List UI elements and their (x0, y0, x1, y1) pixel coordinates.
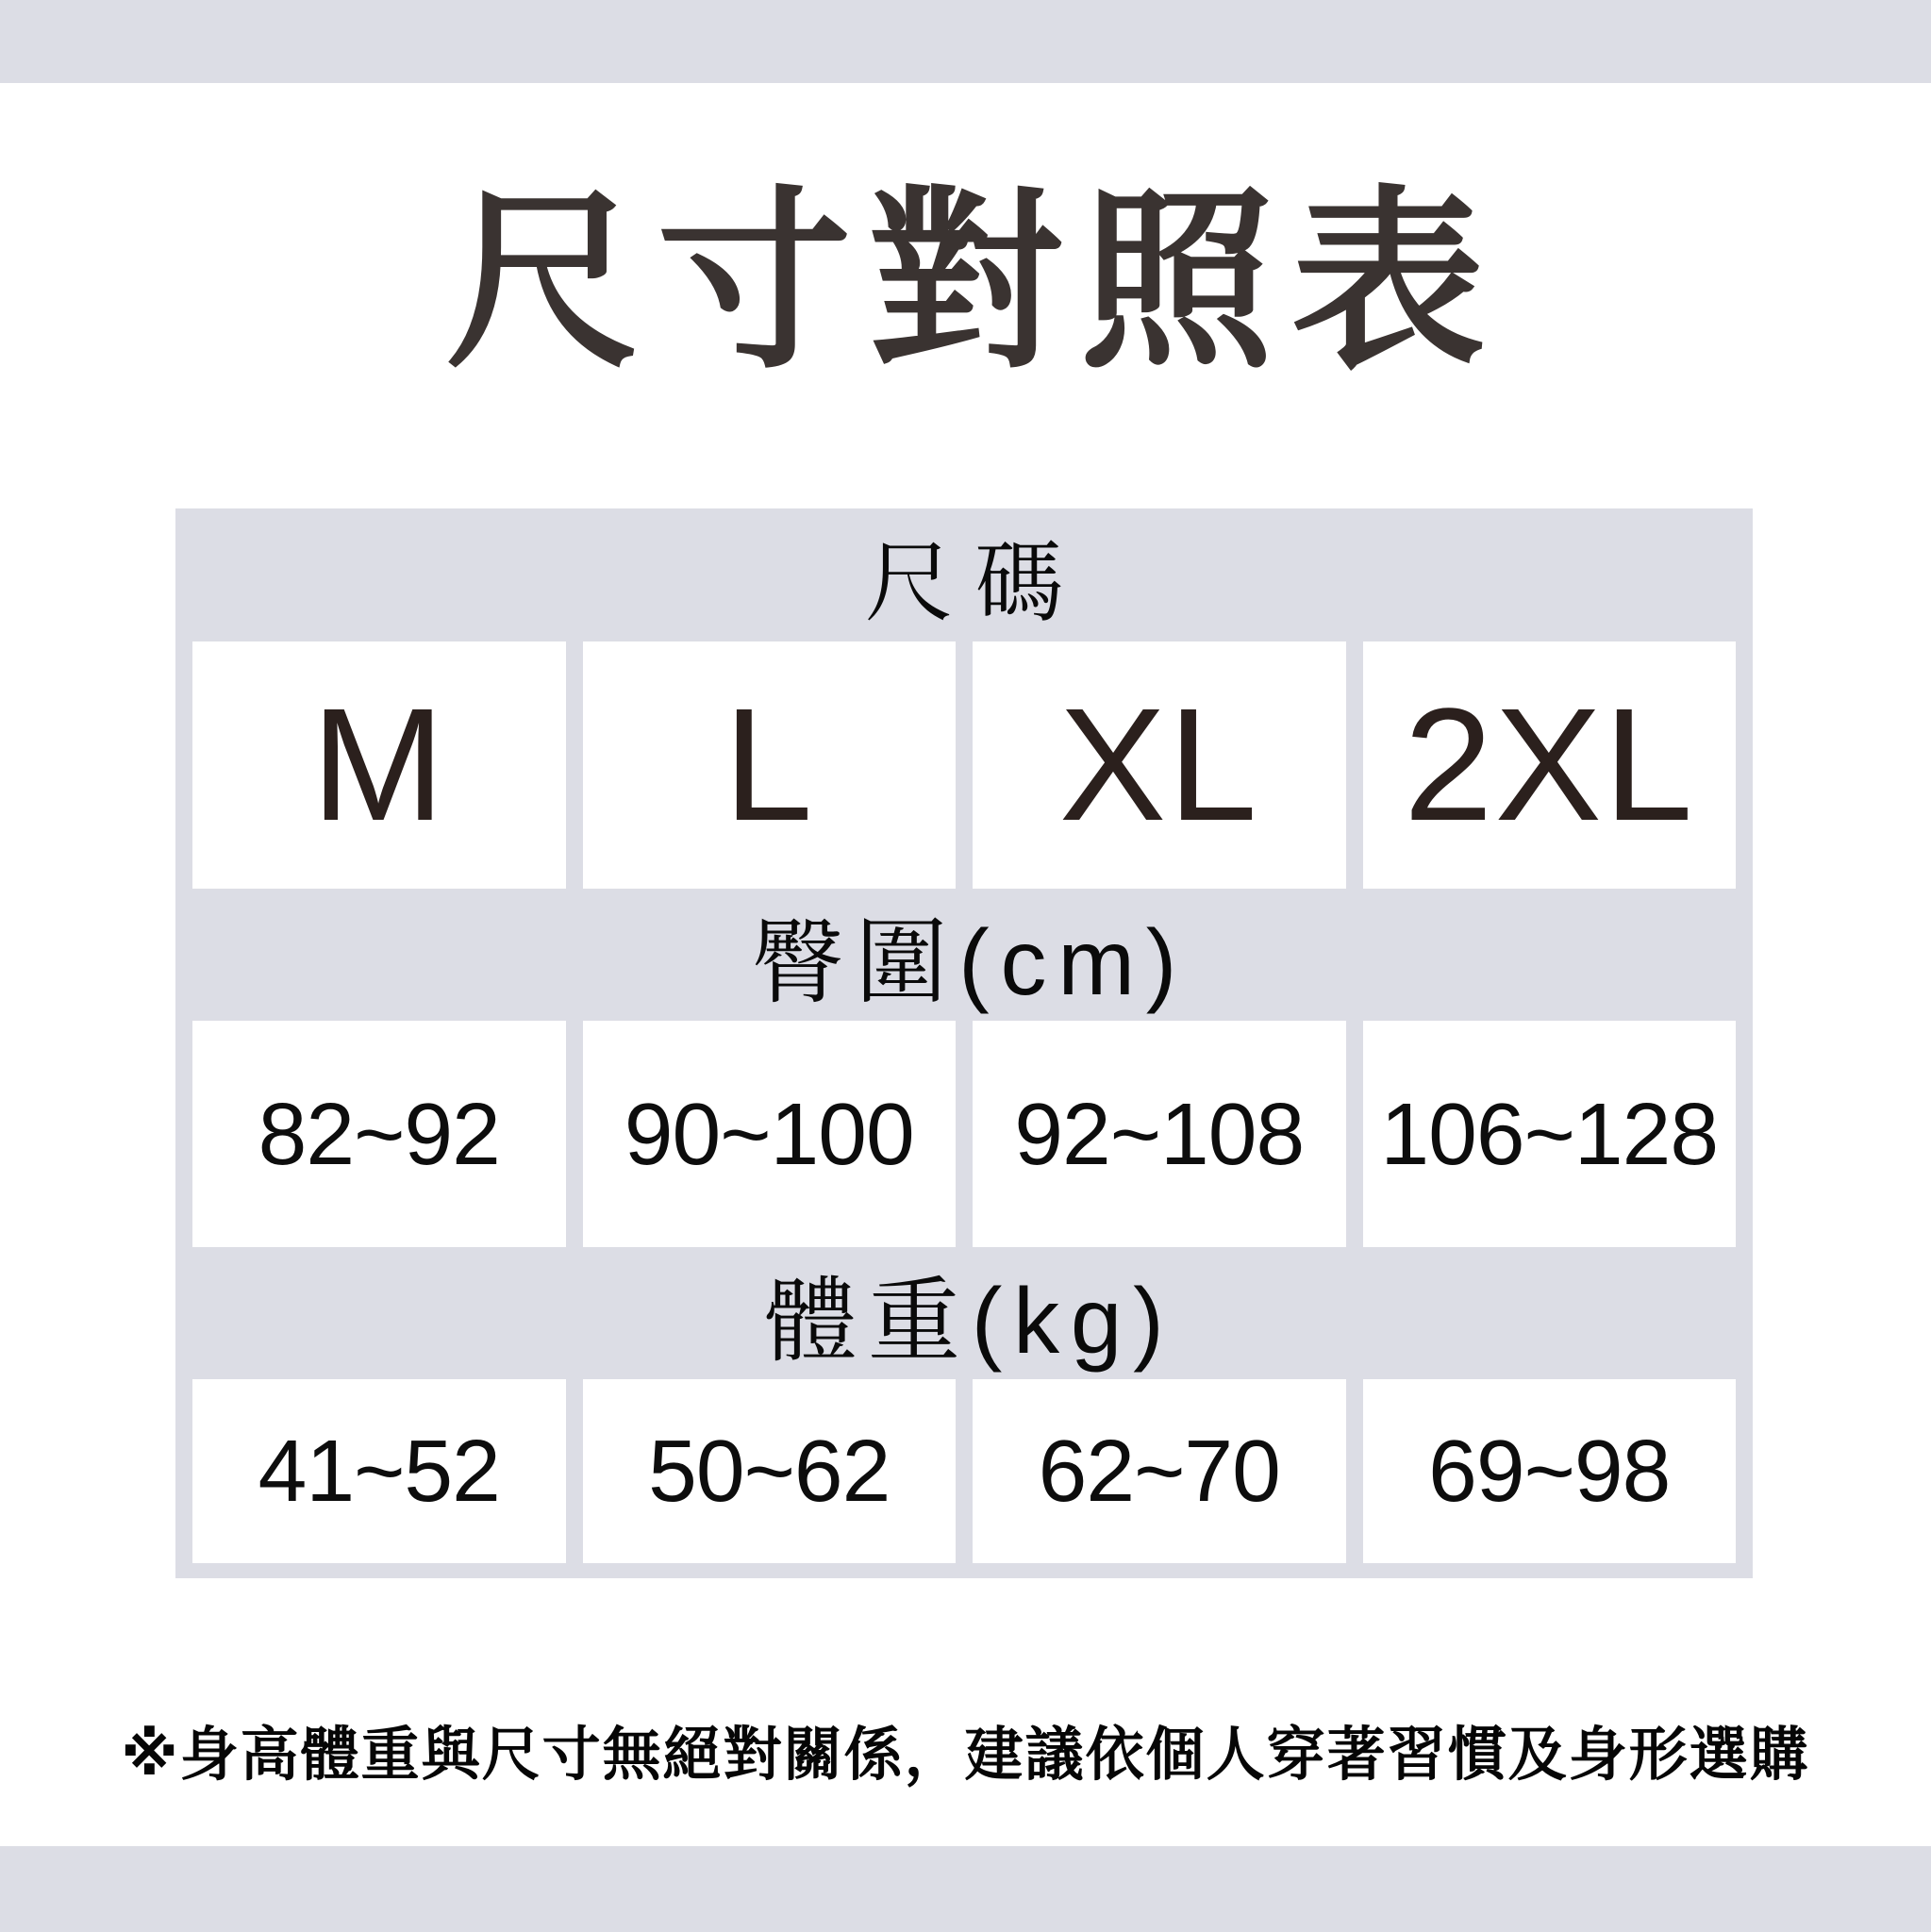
weight-cell-m: 41~52 (192, 1379, 566, 1563)
hip-cell-l: 90~100 (583, 1021, 957, 1247)
hip-row (175, 1021, 1753, 1247)
footnote: ※身高體重與尺寸無絕對關係，建議依個人穿著習慣及身形選購 (121, 1723, 1810, 1788)
hip-cell-m: 82~92 (192, 1021, 566, 1247)
size-row (175, 641, 1753, 889)
weight-cell-l: 50~62 (583, 1379, 957, 1563)
size-cell-m: M (192, 641, 566, 889)
table-header-hip-label: 臀圍(cm) (751, 909, 1189, 1014)
table-header-weight-label: 體重(kg) (764, 1268, 1175, 1373)
table-header-size-label: 尺碼 (864, 533, 1085, 632)
size-cell-xl: XL (973, 641, 1346, 889)
weight-cell-xl: 62~70 (973, 1379, 1346, 1563)
size-cell-l: L (583, 641, 957, 889)
weight-row (175, 1379, 1753, 1563)
top-border-band (0, 0, 1931, 83)
hip-cell-xl: 92~108 (973, 1021, 1346, 1247)
page-title: 尺寸對照表 (445, 174, 1503, 391)
bottom-border-band (0, 1846, 1931, 1932)
size-cell-2xl: 2XL (1363, 641, 1737, 889)
weight-cell-2xl: 69~98 (1363, 1379, 1737, 1563)
hip-cell-2xl: 106~128 (1363, 1021, 1737, 1247)
size-table (175, 508, 1753, 1578)
